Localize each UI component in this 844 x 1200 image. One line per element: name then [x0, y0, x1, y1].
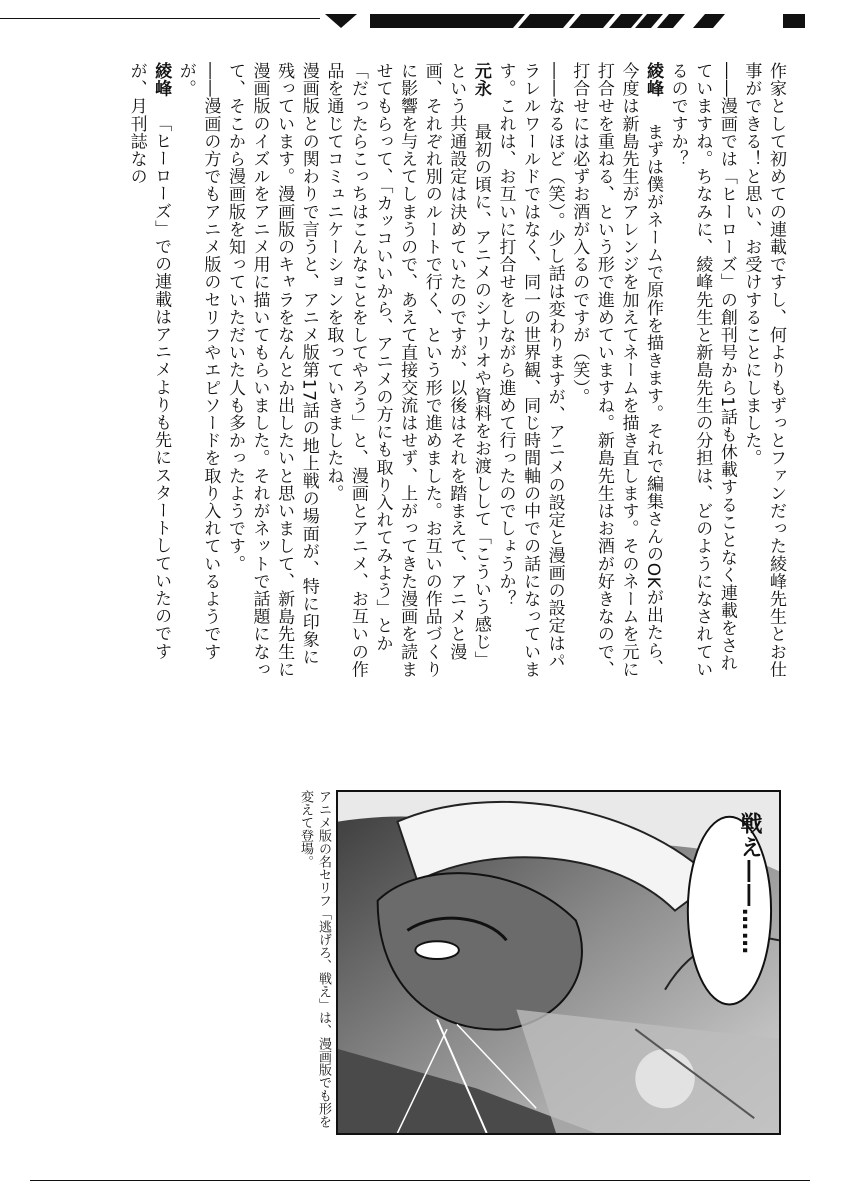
paragraph	[321, 62, 493, 682]
paragraph	[493, 62, 567, 682]
paragraph	[567, 62, 665, 682]
paragraph	[739, 62, 788, 682]
paragraph	[124, 62, 173, 682]
paragraph-text: 漫画版との関わりで言うと、アニメ版第17話の地上戦の場面が、特に印象に残っています。漫画版のキャラをなんとか出したいと思いまして、新島先生に漫画版のイズルをアニメ用に描いてもらいました。それがネットで話題になって、そこから漫画版を知っていただいた人も多かったようです。	[224, 62, 319, 678]
manga-panel	[336, 790, 781, 1135]
paragraph	[173, 62, 222, 682]
paragraph-text: まずは僕がネームで原作を描きます。それで編集さんのOKが出たら、今度は新島先生がアレンジを加えてネームを描き直します。そのネームを元に打合せを重ねる、という形で進めていますね。新島先生はお酒が好きなので、打合せには必ずお酒が入るのですが（笑）。	[569, 62, 664, 678]
paragraph-text: 作家として初めての連載ですし、何よりもずっとファンだった綾峰先生とお仕事ができる！と思い、お受けすることにしました。	[741, 62, 786, 678]
speaker-name: 綾峰	[643, 62, 664, 98]
header-decoration	[325, 10, 805, 32]
footer-rule	[30, 1180, 810, 1181]
paragraph-text: ――漫画では「ヒーローズ」の創刊号から1話も休載することなく連載をされていますね。ちなみに、綾峰先生と新島先生の分担は、どのようになされているのですか？	[667, 62, 737, 678]
paragraph-text: ――漫画の方でもアニメ版のセリフやエピソードを取り入れているようですが。	[175, 62, 221, 661]
speaker-name: 綾峰	[151, 62, 172, 98]
panel-caption: アニメ版の名セリフ「逃げろ、戦え」は、漫画版でも形を変えて登場。	[298, 790, 331, 1128]
speech-bubble-text: 戦え――……	[737, 812, 762, 956]
paragraph	[665, 62, 739, 682]
manga-illustration	[338, 792, 779, 1133]
paragraph-text: 最初の頃に、アニメのシナリオや資料をお渡しして「こういう感じ」という共通設定は決めていたのですが、以後はそれを踏まえて、アニメと漫画、それぞれ別のルートで行く、という形で進めました。お互いの作品づくりに影響を与えてしまうので、あえて直接交流はせず、上がってきた漫画を読ませてもらって、「カッコいいから、アニメの方にも取り入れてみよう」とか「だったらこっちはこんなことをしてやろう」と、漫画とアニメ、お互いの作品を通じてコミュニケーションを取っていきましたね。	[323, 62, 491, 678]
paragraph-text: 「ヒーローズ」での連載はアニメよりも先にスタートしていたのですが、月刊誌なの	[126, 62, 172, 660]
paragraph-text: ――なるほど（笑）。少し話は変わりますが、アニメの設定と漫画の設定はパラレルワールドではなく、同一の世界観、同じ時間軸の中での話になっています。これは、お互いに打合せをしながら進めて行ったのでしょうか？	[495, 62, 565, 678]
header-rule	[0, 18, 320, 19]
paragraph	[222, 62, 320, 682]
speaker-name: 元永	[470, 62, 491, 98]
interview-body	[58, 62, 788, 682]
